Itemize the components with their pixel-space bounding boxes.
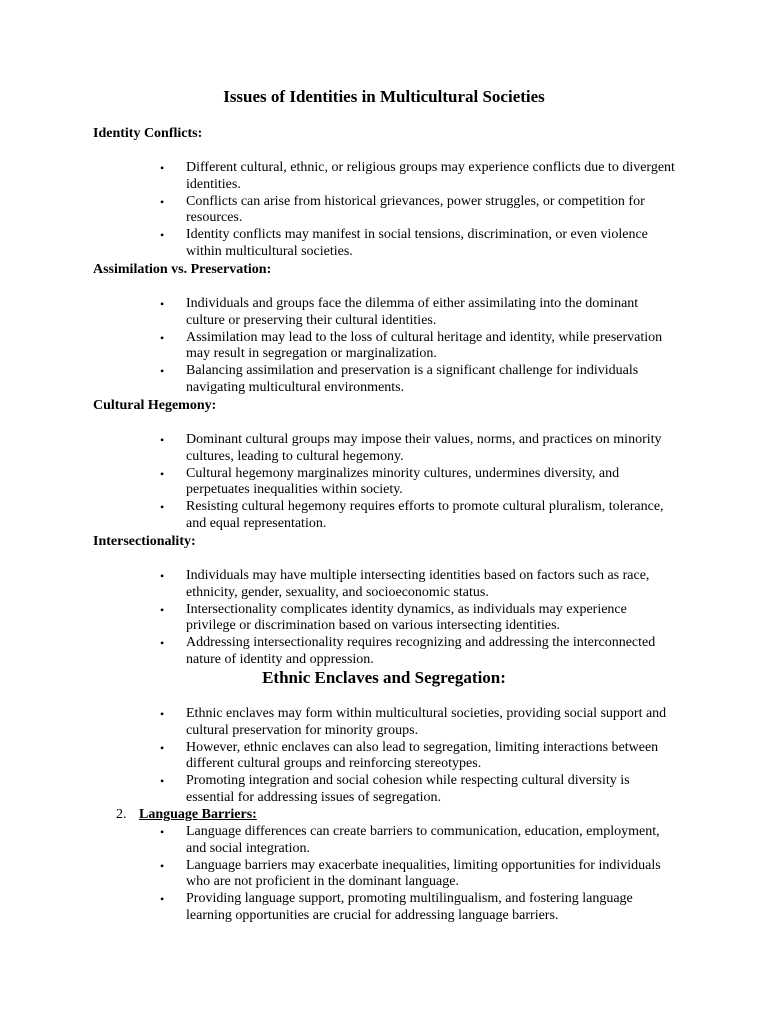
list-item-text: Promoting integration and social cohesion while respecting cultural diversity is essential for addressing issues of segregation. — [186, 773, 630, 805]
bullet-icon: • — [160, 161, 165, 175]
list-item — [0, 466, 768, 500]
bullet-icon: • — [160, 740, 165, 755]
bullet-icon: • — [160, 825, 165, 839]
document-title: Issues of Identities in Multicultural Societies — [223, 87, 545, 106]
bullet-icon: • — [160, 466, 165, 481]
bullet-icon: • — [160, 228, 165, 243]
bullet-icon: • — [160, 892, 165, 907]
list-item — [0, 568, 768, 602]
list-item-text: Individuals and groups face the dilemma of either assimilating into the dominant culture or preserving their cultural identities. — [186, 296, 639, 328]
list-item — [0, 824, 768, 858]
list-item-text: Language barriers may exacerbate inequalities, limiting opportunities for individuals who are not proficient in the dominant language. — [186, 857, 661, 890]
bullet-icon: • — [160, 330, 165, 345]
list-item-text: Cultural hegemony marginalizes minority cultures, undermines diversity, and perpetuates inequalities within society. — [186, 465, 620, 498]
list-item-text: Assimilation may lead to the loss of cultural heritage and identity, while preservation may result in segregation or marginalization. — [186, 329, 663, 362]
bullet-list-assimilation — [0, 296, 768, 397]
list-item — [0, 891, 768, 925]
list-item-text: Different cultural, ethnic, or religious groups may experience conflicts due to divergent identities. — [186, 160, 675, 192]
list-number: 2. — [116, 807, 127, 822]
bullet-icon: • — [160, 194, 165, 209]
bullet-list-intersectionality — [0, 568, 768, 669]
section-heading-identity-conflicts: Identity Conflicts: — [93, 126, 203, 141]
list-item — [0, 363, 768, 397]
list-item-text: Conflicts can arise from historical grievances, power struggles, or competition for resources. — [186, 193, 645, 226]
section-heading-label: Language Barriers: — [139, 807, 257, 822]
list-item — [0, 330, 768, 364]
bullet-icon: • — [160, 433, 165, 447]
list-item-text: However, ethnic enclaves can also lead to segregation, limiting interactions between different cultural groups and reinforcing stereotypes. — [186, 739, 659, 772]
list-item-text: Ethnic enclaves may form within multicultural societies, providing social support and cultural preservation for minority groups. — [186, 706, 667, 738]
bullet-icon: • — [160, 297, 165, 311]
list-item — [0, 706, 768, 740]
bullet-icon: • — [160, 774, 165, 789]
list-item — [0, 740, 768, 774]
section-heading-ethnic-enclaves: Ethnic Enclaves and Segregation: — [262, 668, 506, 687]
list-item — [0, 296, 768, 330]
list-item-text: Intersectionality complicates identity dynamics, as individuals may experience privilege or discrimination based on various intersecting identities. — [186, 601, 627, 634]
list-item-text: Addressing intersectionality requires recognizing and addressing the interconnected nature of identity and oppression. — [186, 635, 656, 667]
list-item — [0, 858, 768, 892]
list-item-text: Dominant cultural groups may impose their values, norms, and practices on minority cultures, leading to cultural hegemony. — [186, 432, 662, 464]
list-item — [0, 432, 768, 466]
list-item-text: Providing language support, promoting multilingualism, and fostering language learning opportunities are crucial for addressing language barriers. — [186, 891, 633, 923]
bullet-list-cultural-hegemony — [0, 432, 768, 533]
section-heading-intersectionality: Intersectionality: — [93, 534, 196, 549]
bullet-icon: • — [160, 602, 165, 617]
bullet-icon: • — [160, 707, 165, 721]
list-item — [0, 227, 768, 261]
bullet-icon: • — [160, 500, 165, 515]
section-heading-assimilation: Assimilation vs. Preservation: — [93, 262, 272, 277]
list-item-text: Individuals may have multiple intersecting identities based on factors such as race, ethnicity, gender, sexuality, and socioeconomic status. — [186, 568, 650, 600]
list-item — [0, 602, 768, 636]
bullet-icon: • — [160, 636, 165, 651]
bullet-icon: • — [160, 364, 165, 379]
section-heading-cultural-hegemony: Cultural Hegemony: — [93, 398, 217, 413]
list-item — [0, 773, 768, 807]
list-item — [0, 635, 768, 669]
list-item — [0, 160, 768, 194]
list-item — [0, 194, 768, 228]
list-item — [0, 499, 768, 533]
bullet-list-language-barriers — [0, 824, 768, 925]
list-item-text: Resisting cultural hegemony requires efforts to promote cultural pluralism, tolerance, and equal representation. — [186, 499, 664, 531]
list-item-text: Language differences can create barriers to communication, education, employment, and social integration. — [186, 824, 660, 856]
bullet-icon: • — [160, 858, 165, 873]
bullet-list-identity-conflicts — [0, 160, 768, 261]
bullet-icon: • — [160, 569, 165, 583]
list-item-text: Balancing assimilation and preservation is a significant challenge for individuals navigating multicultural environments. — [186, 363, 639, 395]
list-item-text: Identity conflicts may manifest in social tensions, discrimination, or even violence within multicultural societies. — [186, 227, 648, 259]
bullet-list-ethnic-enclaves — [0, 706, 768, 807]
